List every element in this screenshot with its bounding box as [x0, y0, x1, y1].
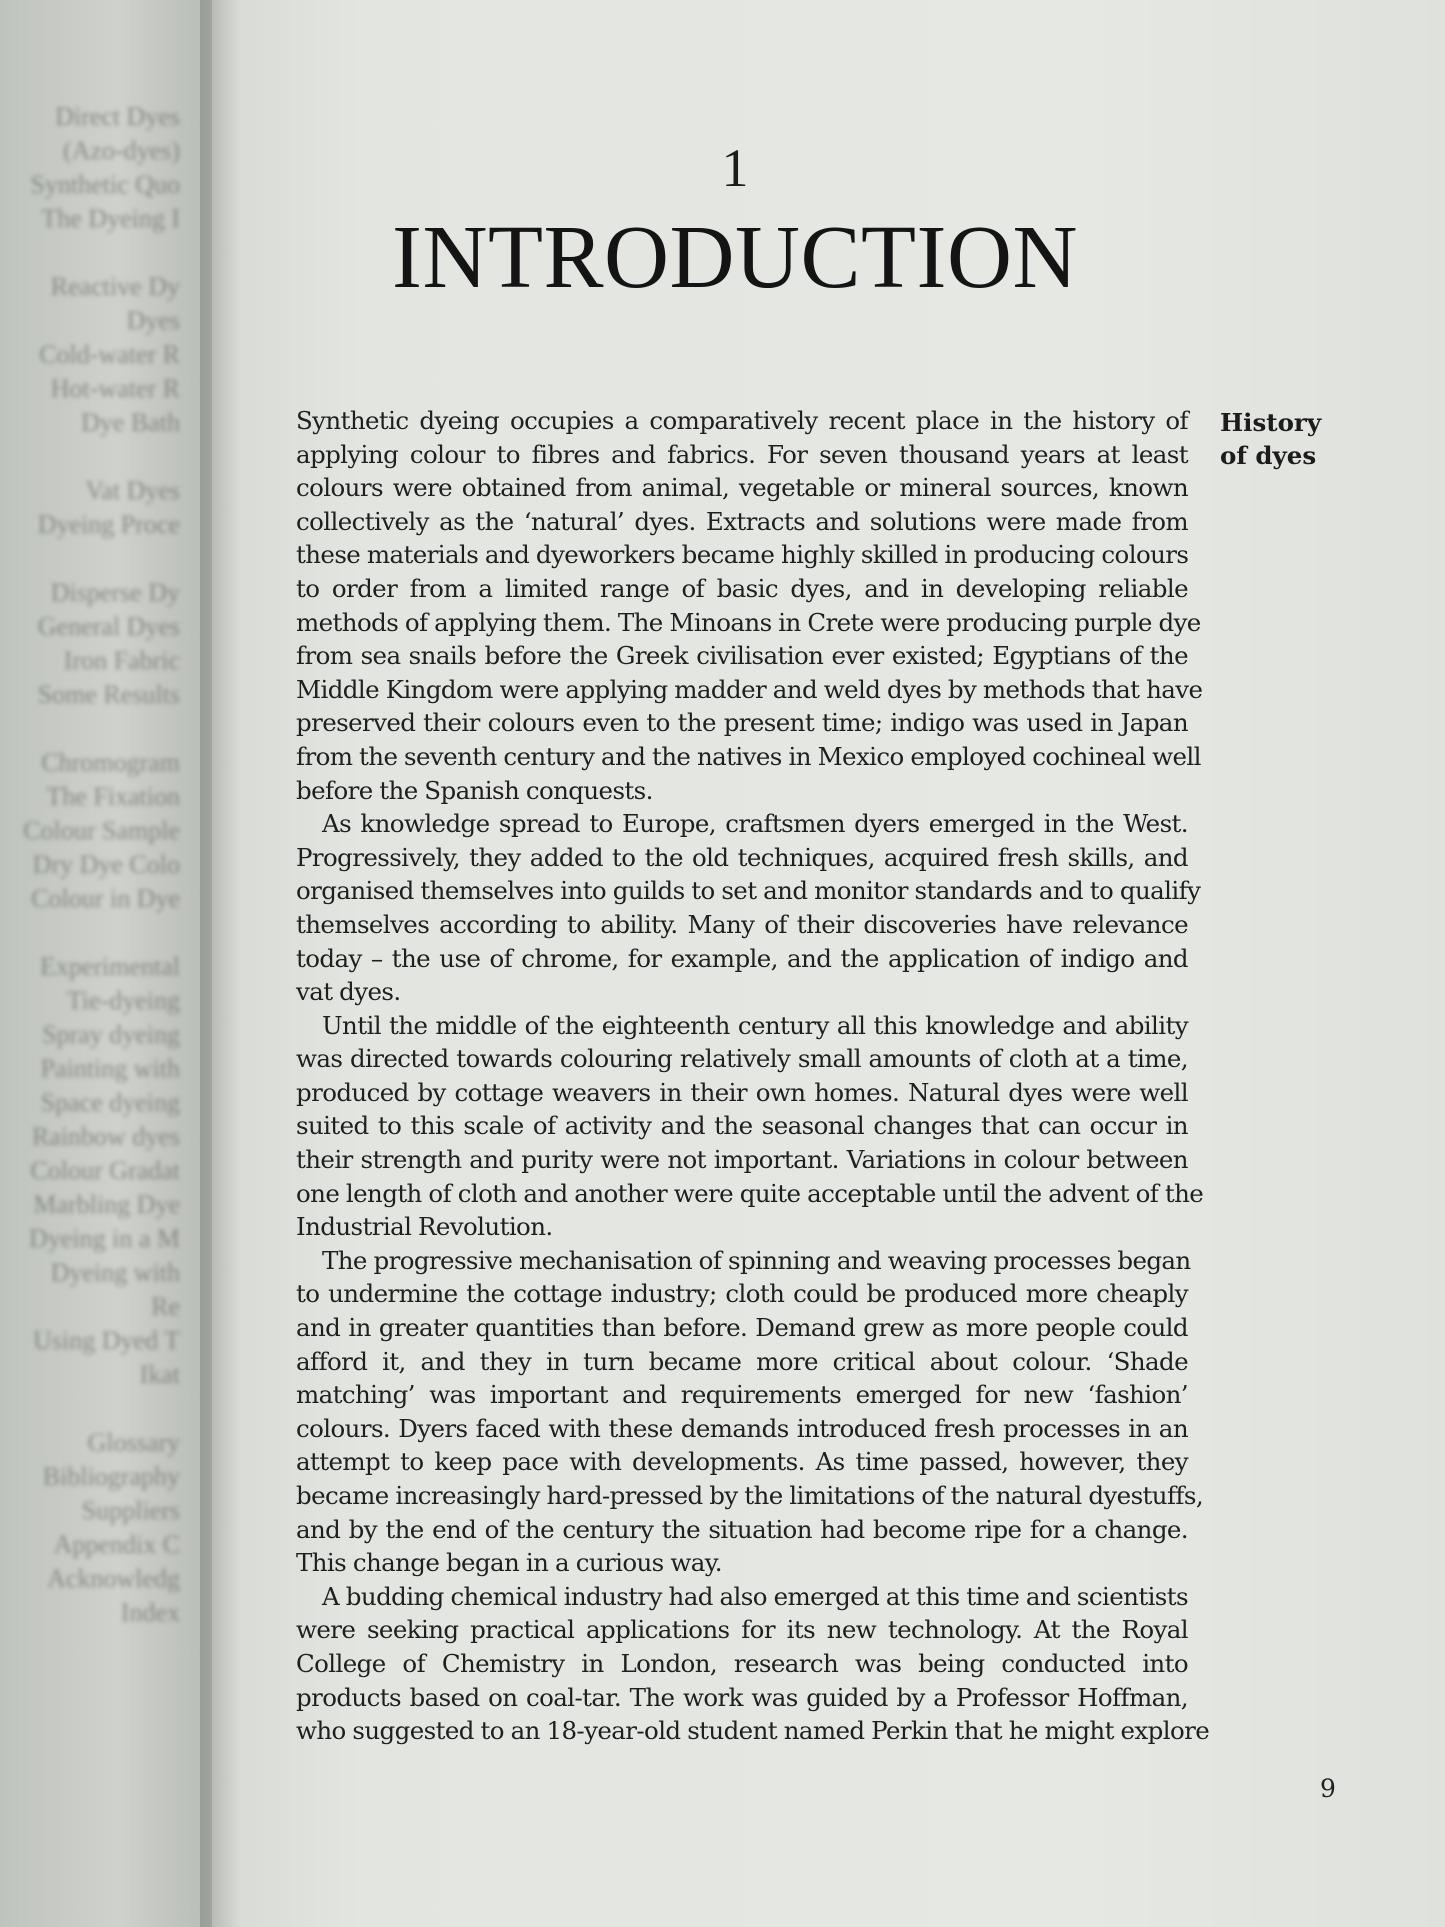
- facing-page-line: The Fixation: [46, 782, 180, 811]
- facing-page-line: Spray dyeing: [42, 1020, 180, 1049]
- facing-page-line: Dyes: [126, 306, 180, 335]
- facing-page-line: Marbling Dye: [33, 1190, 180, 1219]
- facing-page-line: General Dyes: [37, 612, 180, 641]
- facing-page-line: Colour Sample: [23, 816, 180, 845]
- facing-page-line: Cold-water R: [39, 340, 180, 369]
- facing-page-line: [20, 236, 180, 270]
- text-line: themselves according to ability. Many of their discoveries have relevance: [296, 909, 1188, 939]
- text-line: The progressive mechanisation of spinning and weaving processes began: [322, 1245, 1191, 1275]
- text-line: products based on coal-tar. The work was guided by a Professor Hoffman,: [296, 1682, 1188, 1712]
- text-line: today – the use of chrome, for example, and the application of indigo and: [296, 943, 1188, 973]
- text-line: from the seventh century and the natives in Mexico employed cochineal well: [296, 741, 1201, 771]
- facing-page-line: Colour in Dye: [31, 884, 180, 913]
- text-line: produced by cottage weavers in their own homes. Natural dyes were well: [296, 1077, 1188, 1107]
- text-line: afford it, and they in turn became more critical about colour. ‘Shade: [296, 1346, 1188, 1376]
- facing-page-line: Dyeing Proce: [37, 510, 180, 539]
- chapter-title: INTRODUCTION: [392, 208, 1078, 307]
- text-line: collectively as the ‘natural’ dyes. Extracts and solutions were made from: [296, 506, 1188, 536]
- text-line: became increasingly hard-pressed by the limitations of the natural dyestuffs,: [296, 1481, 1204, 1510]
- facing-page-line: Space dyeing: [40, 1088, 180, 1117]
- text-line: attempt to keep pace with developments. As time passed, however, they: [296, 1447, 1188, 1477]
- text-line: organised themselves into guilds to set and monitor standards and to qualify: [296, 876, 1201, 906]
- chapter-number: 1: [721, 138, 749, 198]
- text-line: Middle Kingdom were applying madder and weld dyes by methods that have: [296, 674, 1203, 704]
- text-line: to undermine the cottage industry; cloth could be produced more cheaply: [296, 1279, 1188, 1309]
- text-line: suited to this scale of activity and the seasonal changes that can occur in: [296, 1111, 1188, 1141]
- facing-page-line: Disperse Dy: [50, 578, 180, 607]
- paragraph: [296, 807, 1201, 1009]
- paragraph: [296, 1009, 1204, 1244]
- facing-page-line: Vat Dyes: [85, 476, 180, 505]
- text-line: from sea snails before the Greek civilisation ever existed; Egyptians of the: [296, 641, 1188, 671]
- facing-left-page: [0, 0, 212, 1927]
- facing-page-line: Acknowledg: [47, 1564, 180, 1593]
- text-line: before the Spanish conquests.: [296, 775, 653, 805]
- facing-page-line: Dry Dye Colo: [32, 850, 180, 879]
- text-line: who suggested to an 18-year-old student named Perkin that he might explore: [296, 1716, 1210, 1746]
- paragraph: [296, 404, 1203, 807]
- text-line: methods of applying them. The Minoans in Crete were producing purple dye: [296, 607, 1201, 637]
- body-text: [296, 404, 1210, 1748]
- facing-page-line: Using Dyed T: [33, 1326, 180, 1355]
- facing-page-line: The Dyeing I: [41, 204, 180, 233]
- text-line: This change began in a curious way.: [296, 1548, 722, 1578]
- facing-page-line: Dyeing in a M: [29, 1224, 180, 1253]
- facing-page-line: Rainbow dyes: [31, 1122, 180, 1151]
- paragraph: [296, 1244, 1204, 1580]
- text-line: Progressively, they added to the old techniques, acquired fresh skills, and: [296, 842, 1188, 872]
- text-line: Synthetic dyeing occupies a comparatively recent place in the history of: [296, 406, 1188, 435]
- facing-page-line: Suppliers: [81, 1496, 180, 1525]
- facing-page-line: Iron Fabric: [63, 646, 180, 675]
- text-line: one length of cloth and another were quite acceptable until the advent of the: [296, 1178, 1204, 1208]
- facing-page-line: Appendix C: [53, 1530, 180, 1559]
- text-line: Until the middle of the eighteenth century all this knowledge and ability: [322, 1010, 1188, 1040]
- facing-page-line: (Azo-dyes): [63, 136, 180, 165]
- text-line: vat dyes.: [296, 977, 401, 1007]
- text-line: College of Chemistry in London, research was being conducted into: [296, 1648, 1188, 1678]
- side-heading-line: History: [1220, 408, 1322, 437]
- text-line: matching’ was important and requirements emerged for new ‘fashion’: [296, 1380, 1188, 1410]
- side-heading-line: of dyes: [1220, 441, 1317, 470]
- facing-page-line: [20, 1392, 180, 1426]
- facing-page-line: Experimental: [39, 952, 180, 981]
- facing-page-line: [20, 916, 180, 950]
- facing-page-contents-list: [20, 100, 180, 1630]
- text-line: was directed towards colouring relatively small amounts of cloth at a time,: [296, 1044, 1188, 1074]
- text-line: colours. Dyers faced with these demands introduced fresh processes in an: [296, 1413, 1188, 1443]
- facing-page-line: Glossary: [87, 1428, 180, 1457]
- text-line: preserved their colours even to the present time; indigo was used in Japan: [296, 708, 1188, 738]
- facing-page-line: Bibliography: [42, 1462, 180, 1491]
- text-line: were seeking practical applications for its new technology. At the Royal: [296, 1615, 1188, 1645]
- facing-page-line: Tie-dyeing: [66, 986, 180, 1015]
- facing-page-line: Colour Gradat: [30, 1156, 180, 1185]
- text-line: and by the end of the century the situation had become ripe for a change.: [296, 1514, 1188, 1544]
- facing-page-line: [20, 712, 180, 746]
- paragraph: [296, 1580, 1210, 1748]
- facing-page-line: Direct Dyes: [55, 102, 180, 131]
- text-line: applying colour to fibres and fabrics. For seven thousand years at least: [296, 439, 1188, 469]
- facing-page-line: Synthetic Quo: [30, 170, 180, 199]
- side-heading: [1220, 406, 1350, 472]
- text-line: these materials and dyeworkers became highly skilled in producing colours: [296, 540, 1189, 570]
- text-line: A budding chemical industry had also emerged at this time and scientists: [322, 1581, 1188, 1611]
- text-line: their strength and purity were not important. Variations in colour between: [296, 1145, 1188, 1175]
- facing-page-line: Dyeing with Re: [50, 1258, 180, 1321]
- facing-page-line: Ikat: [139, 1360, 180, 1389]
- facing-page-line: Reactive Dy: [50, 272, 180, 301]
- text-line: colours were obtained from animal, vegetable or mineral sources, known: [296, 473, 1188, 503]
- facing-page-line: Some Results: [37, 680, 180, 709]
- facing-page-line: Index: [120, 1598, 180, 1627]
- book-gutter-shadow: [200, 0, 240, 1927]
- text-line: to order from a limited range of basic dyes, and in developing reliable: [296, 573, 1188, 603]
- page-number: 9: [1320, 1774, 1336, 1803]
- facing-page-line: [20, 542, 180, 576]
- text-line: and in greater quantities than before. Demand grew as more people could: [296, 1313, 1188, 1343]
- facing-page-line: Dye Bath: [81, 408, 180, 437]
- facing-page-line: Painting with: [40, 1054, 180, 1083]
- facing-page-line: [20, 440, 180, 474]
- facing-page-line: Chromogram: [41, 748, 180, 777]
- text-line: Industrial Revolution.: [296, 1212, 553, 1242]
- text-line: As knowledge spread to Europe, craftsmen dyers emerged in the West.: [322, 809, 1188, 839]
- facing-page-line: Hot-water R: [50, 374, 180, 403]
